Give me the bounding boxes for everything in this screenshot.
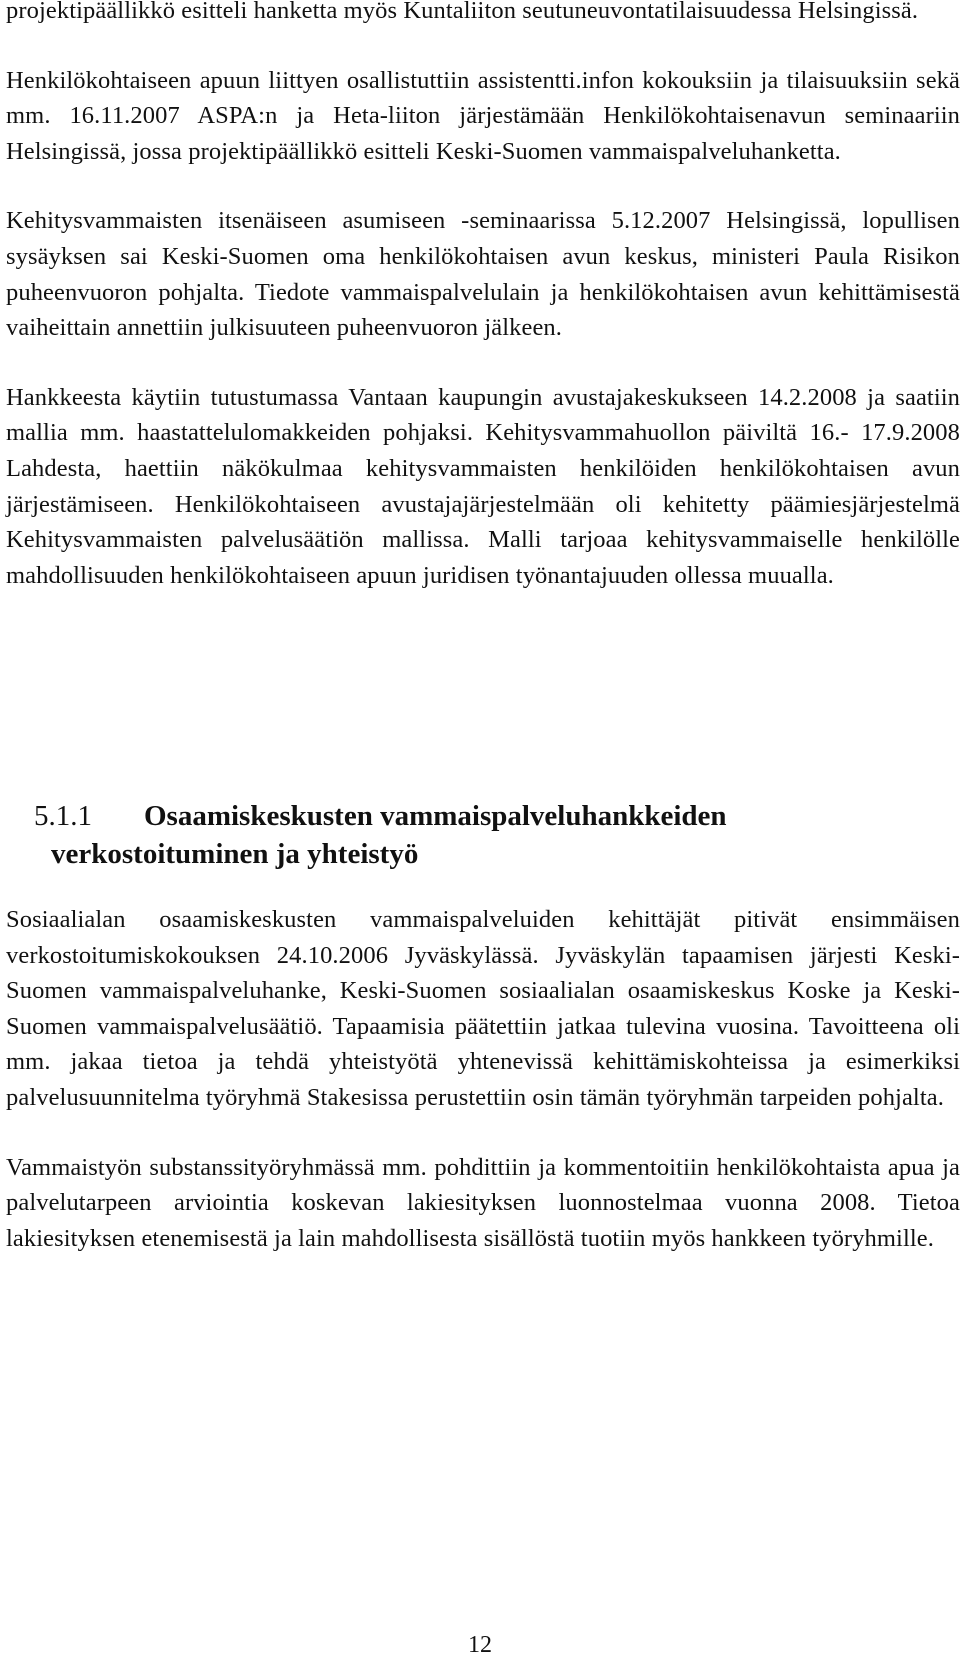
- paragraph-5: Sosiaalialan osaamiskeskusten vammaispalveluiden kehittäjät pitivät ensimmäisen verkostoitumiskokouksen 24.10.2006 Jyväskylässä. Jyväskylän tapaamisen järjesti Keski-Suomen vammaispalveluhanke, Keski-Suomen sosiaalialan osaamiskeskus Koske ja Keski-Suomen vammaispalvelusäätiö. Tapaamisia päätettiin jatkaa tulevina vuosina. Tavoitteena oli mm. jakaa tietoa ja tehdä yhteistyötä yhtenevissä kehittämiskohteissa ja esimerkiksi palvelusuunnitelma työryhmä Stakesissa perustettiin osin tämän työryhmän tarpeiden pohjalta.: [6, 906, 960, 1111]
- page-number: 12: [468, 1632, 492, 1658]
- section-heading: [6, 797, 906, 873]
- paragraph-1: projektipäällikkö esitteli hanketta myös Kuntaliiton seutuneuvontatilaisuudessa Helsingissä.: [6, 0, 919, 24]
- section-number: 5.1.1: [34, 800, 92, 832]
- paragraph-3: Kehitysvammaisten itsenäiseen asumiseen -seminaarissa 5.12.2007 Helsingissä, lopullisen sysäyksen sai Keski-Suomen oma henkilökohtaisen avun keskus, ministeri Paula Risikon puheenvuoron pohjalta. Tiedote vammaispalvelulain ja henkilökohtaisen avun kehittämisestä vaiheittain annettiin julkisuuteen puheenvuoron jälkeen.: [6, 207, 960, 342]
- paragraph-6: Vammaistyön substanssityöryhmässä mm. pohdittiin ja kommentoitiin henkilökohtaista apua ja palvelutarpeen arviointia koskevan lakiesityksen luonnostelmaa vuonna 2008. Tietoa lakiesityksen etenemisestä ja lain mahdollisesta sisällöstä tuotiin myös hankkeen työryhmille.: [6, 1153, 960, 1252]
- text-block-bottom: [6, 902, 960, 1256]
- text-block-top: [6, 0, 960, 593]
- section-title-line2: verkostoituminen ja yhteistyö: [51, 838, 419, 870]
- paragraph-4: Hankkeesta käytiin tutustumassa Vantaan kaupungin avustajakeskukseen 14.2.2008 ja saatiin mallia mm. haastattelulomakkeiden pohjaksi. Kehitysvammahuollon päiviltä 16.- 17.9.2008 Lahdesta, haettiin näkökulmaa kehitysvammaisten henkilöiden henkilökohtaisen avun järjestämiseen. Henkilökohtaiseen avustajajärjestelmään oli kehitetty päämiesjärjestelmä Kehitysvammaisten palvelusäätiön mallissa. Malli tarjoaa kehitysvammaiselle henkilölle mahdollisuuden henkilökohtaiseen apuun juridisen työnantajuuden ollessa muualla.: [6, 383, 960, 589]
- paragraph-2: Henkilökohtaiseen apuun liittyen osallistuttiin assistentti.infon kokouksiin ja tilaisuuksiin sekä mm. 16.11.2007 ASPA:n ja Heta-liiton järjestämään Henkilökohtaisenavun seminaariin Helsingissä, jossa projektipäällikkö esitteli Keski-Suomen vammaispalveluhanketta.: [6, 66, 960, 165]
- section-title-line1: Osaamiskeskusten vammaispalveluhankkeiden: [144, 800, 727, 832]
